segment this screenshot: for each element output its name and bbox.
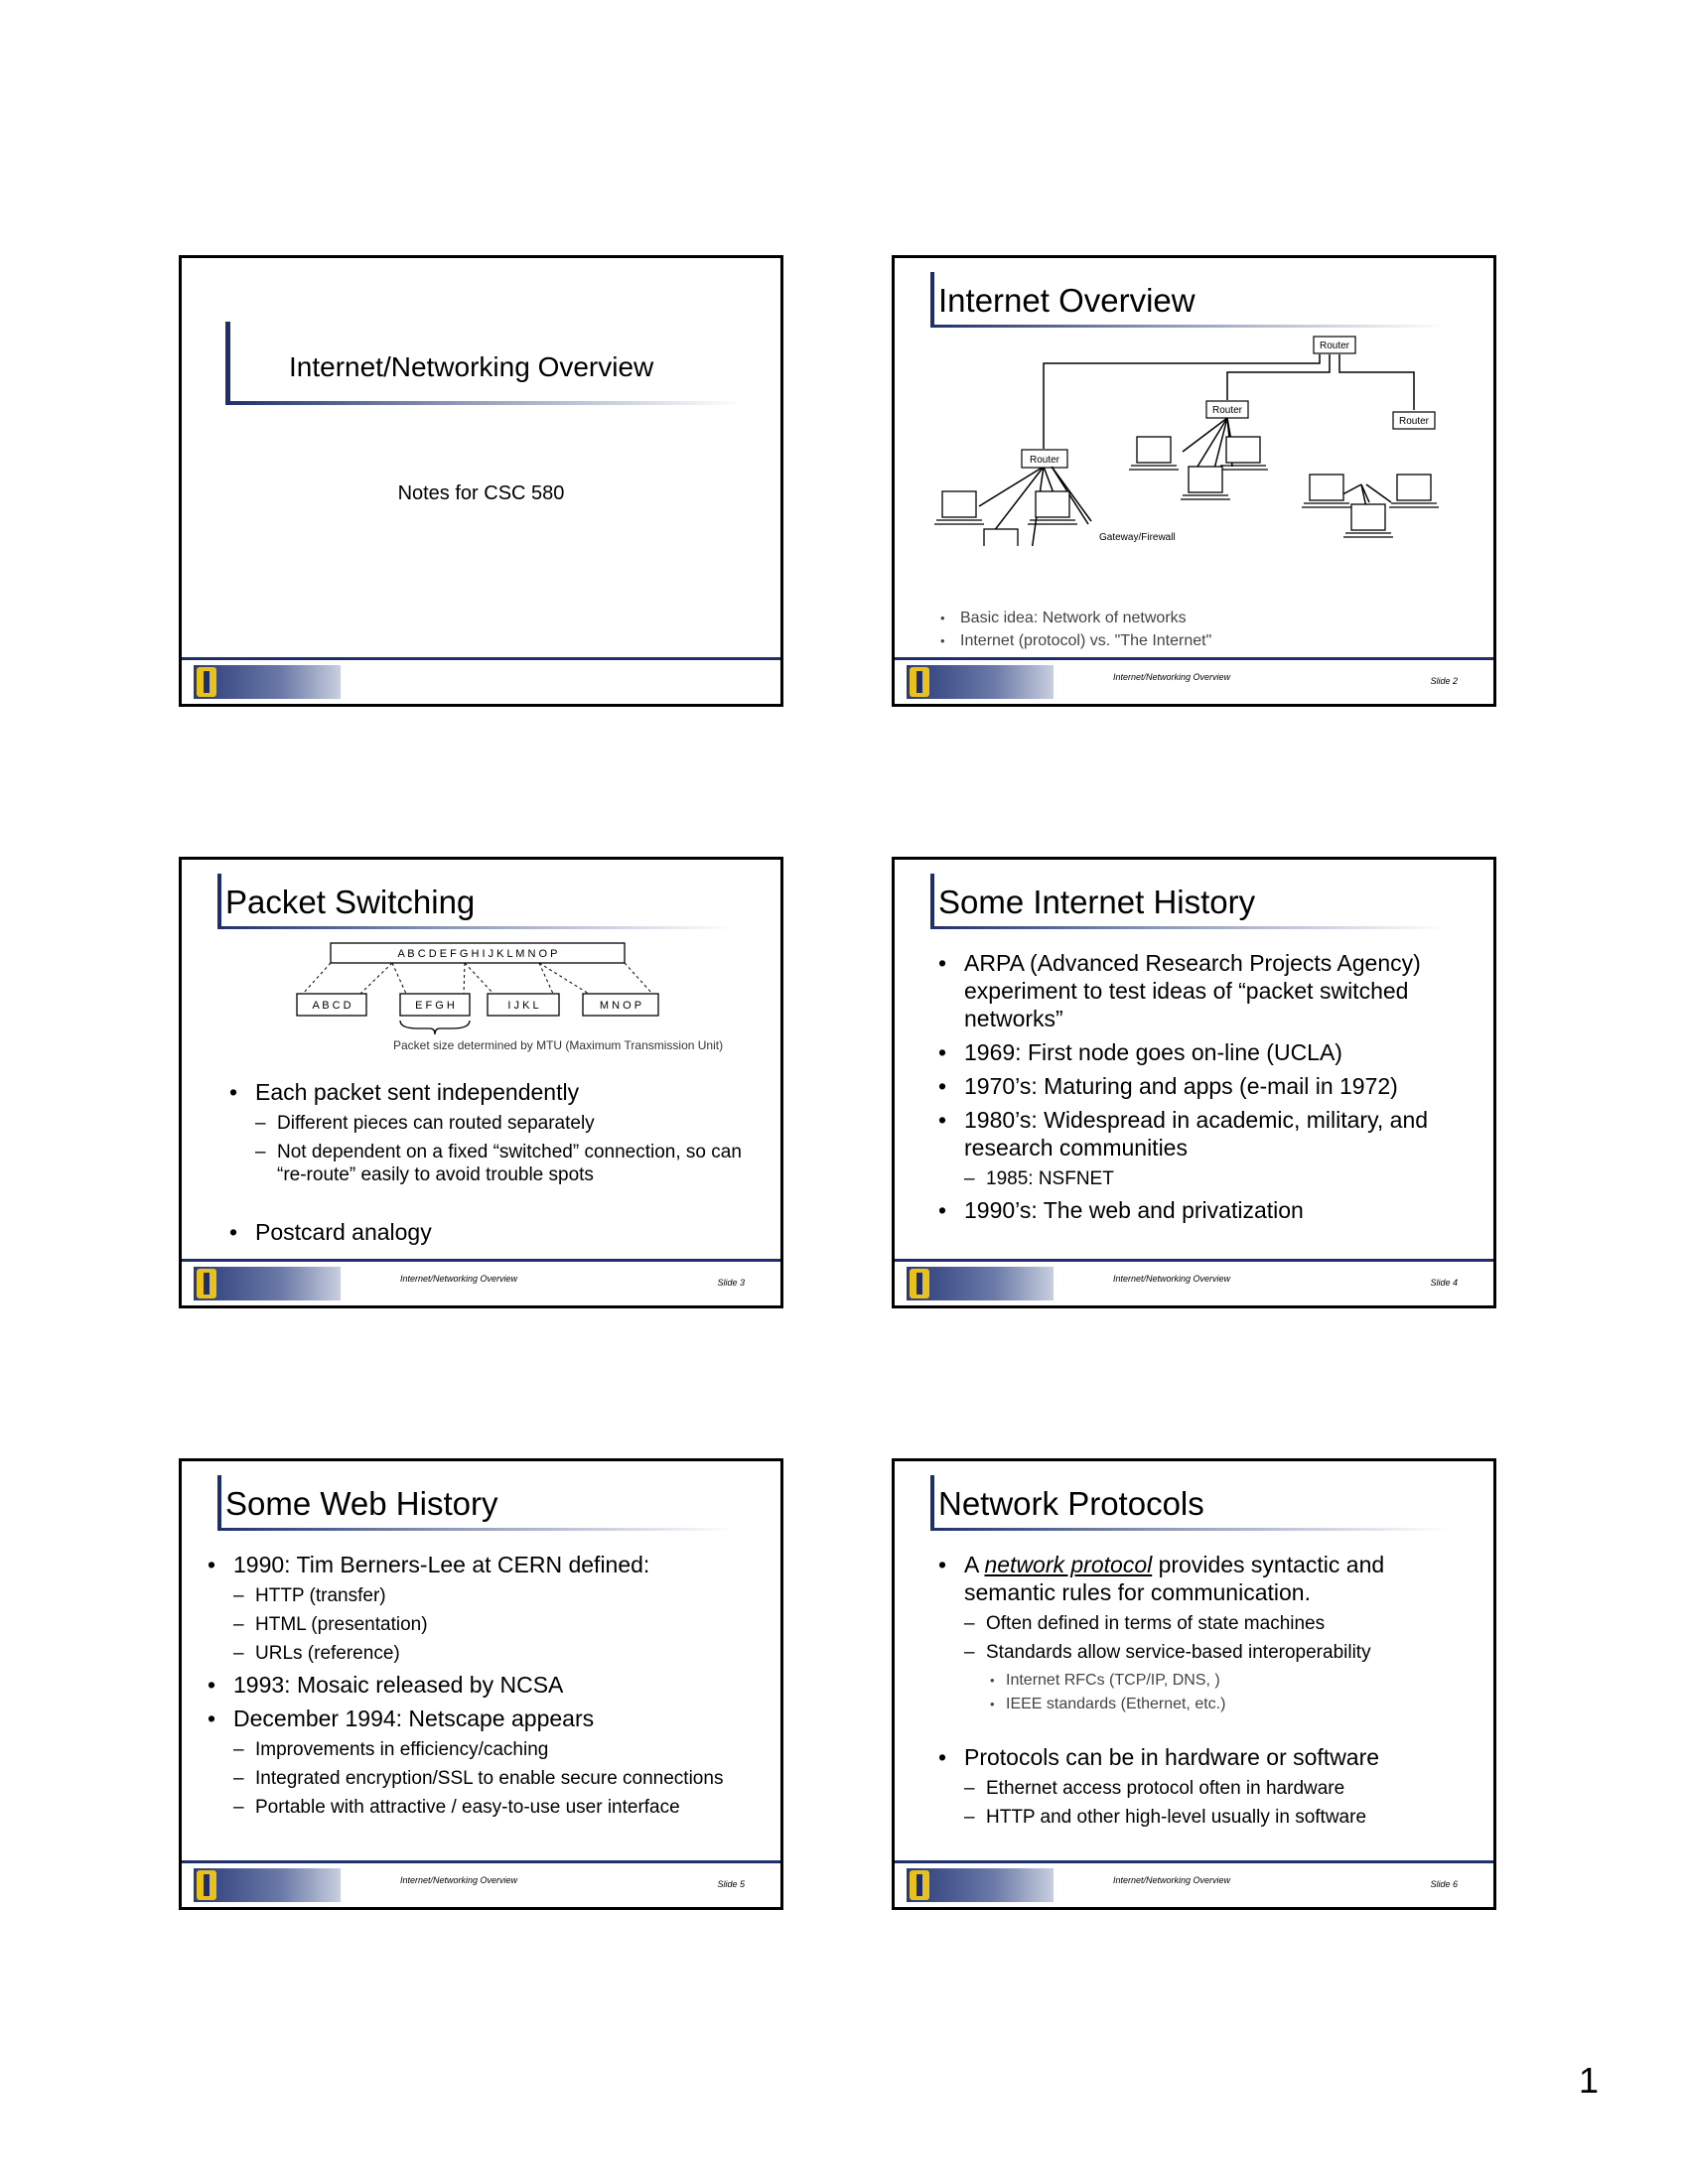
list-item: – HTML (presentation) bbox=[208, 1613, 764, 1636]
list-item: • 1980’s: Widespread in academic, military, and research communities bbox=[938, 1106, 1455, 1161]
list-item: – Not dependent on a fixed “switched” connection, so can “re-route” easily to avoid trouble spots bbox=[229, 1141, 746, 1186]
university-logo bbox=[194, 1868, 341, 1902]
list-item: • IEEE standards (Ethernet, etc.) bbox=[938, 1694, 1465, 1715]
list-item: – Portable with attractive / easy-to-use user interface bbox=[208, 1796, 764, 1819]
university-logo bbox=[907, 1868, 1054, 1902]
list-item: • 1990’s: The web and privatization bbox=[938, 1196, 1455, 1224]
list-item: • 1970’s: Maturing and apps (e-mail in 1972) bbox=[938, 1072, 1455, 1100]
footer-title: Internet/Networking Overview bbox=[400, 1875, 518, 1885]
computer-icon bbox=[1218, 437, 1268, 470]
title-block bbox=[217, 1475, 761, 1531]
university-logo bbox=[194, 665, 341, 699]
list-item: – Improvements in efficiency/caching bbox=[208, 1738, 764, 1761]
slide-number: Slide 5 bbox=[717, 1879, 745, 1889]
list-item: • December 1994: Netscape appears bbox=[208, 1705, 764, 1732]
router-icon bbox=[1206, 401, 1248, 418]
list-item: – Different pieces can routed separately bbox=[229, 1112, 746, 1135]
list-item: – HTTP and other high-level usually in software bbox=[938, 1806, 1465, 1829]
list-item: – Ethernet access protocol often in hardware bbox=[938, 1777, 1465, 1800]
slide-footer bbox=[895, 1860, 1493, 1907]
computer-icon bbox=[1302, 475, 1351, 507]
list-item: • 1969: First node goes on-line (UCLA) bbox=[938, 1038, 1455, 1066]
slide-number: Slide 4 bbox=[1430, 1278, 1458, 1288]
title-accent bbox=[225, 322, 230, 405]
footer-title: Internet/Networking Overview bbox=[400, 1274, 518, 1284]
list-item: • 1993: Mosaic released by NCSA bbox=[208, 1671, 764, 1699]
computer-icon bbox=[976, 529, 1026, 546]
slide-1 bbox=[179, 255, 783, 707]
slide-title: Internet/Networking Overview bbox=[289, 351, 654, 382]
slide-6 bbox=[892, 1458, 1496, 1910]
list-item: • ARPA (Advanced Research Projects Agency) experiment to test ideas of “packet switched networks” bbox=[938, 949, 1455, 1032]
list-item: • Postcard analogy bbox=[229, 1218, 746, 1246]
title-rule bbox=[225, 401, 742, 405]
list-item: • Internet (protocol) vs. "The Internet" bbox=[938, 630, 1211, 651]
computer-icon bbox=[1181, 467, 1230, 499]
slide-title: Packet Switching bbox=[225, 884, 476, 920]
list-item: • 1990: Tim Berners-Lee at CERN defined: bbox=[208, 1551, 764, 1578]
university-logo bbox=[194, 1267, 341, 1300]
slide-footer bbox=[182, 1259, 780, 1305]
university-logo bbox=[907, 665, 1054, 699]
network-diagram bbox=[895, 318, 1493, 546]
list-item: – Often defined in terms of state machines bbox=[938, 1612, 1465, 1635]
list-item: – 1985: NSFNET bbox=[938, 1167, 1455, 1190]
list-item: – URLs (reference) bbox=[208, 1642, 764, 1665]
slide-footer bbox=[182, 657, 780, 704]
packet-full: A B C D E F G H I J K L M N O P bbox=[397, 948, 558, 960]
slide-3 bbox=[179, 857, 783, 1308]
packet-diagram bbox=[182, 939, 780, 1058]
computer-icon bbox=[1343, 504, 1393, 537]
slide-number: Slide 2 bbox=[1430, 676, 1458, 686]
footer-title: Internet/Networking Overview bbox=[1113, 672, 1231, 682]
university-logo bbox=[907, 1267, 1054, 1300]
packet: E F G H bbox=[415, 1000, 455, 1012]
list-item: – Standards allow service-based interoperability bbox=[938, 1641, 1465, 1664]
computer-icon bbox=[1129, 437, 1179, 470]
slide-5 bbox=[179, 1458, 783, 1910]
packet: A B C D bbox=[312, 1000, 352, 1012]
slide-footer bbox=[182, 1860, 780, 1907]
slide-subtitle: Notes for CSC 580 bbox=[397, 482, 565, 504]
slide-title: Some Web History bbox=[225, 1485, 498, 1522]
packet-note: Packet size determined by MTU (Maximum Transmission Unit) bbox=[393, 1038, 724, 1052]
bullet-list bbox=[229, 1078, 746, 1252]
bullet-list bbox=[938, 1551, 1465, 1835]
router-icon bbox=[1393, 412, 1435, 429]
list-item: • Each packet sent independently bbox=[229, 1078, 746, 1106]
title-block bbox=[930, 874, 1474, 929]
list-item: • A network protocol provides syntactic and semantic rules for communication. bbox=[938, 1551, 1465, 1606]
router-icon bbox=[1314, 337, 1355, 353]
slide-title: Some Internet History bbox=[938, 884, 1256, 920]
slide-number: Slide 3 bbox=[717, 1278, 745, 1288]
slide-2 bbox=[892, 255, 1496, 707]
svg-text:Router: Router bbox=[1398, 416, 1430, 427]
page-number: 1 bbox=[1579, 2060, 1600, 2101]
list-item: • Internet RFCs (TCP/IP, DNS, ) bbox=[938, 1670, 1465, 1692]
bullet-list bbox=[938, 608, 1211, 653]
title-block bbox=[930, 1475, 1474, 1531]
slide-4 bbox=[892, 857, 1496, 1308]
svg-text:Router: Router bbox=[1029, 455, 1060, 466]
bullet-list bbox=[208, 1551, 764, 1825]
list-item: • Protocols can be in hardware or software bbox=[938, 1743, 1465, 1771]
list-item: – HTTP (transfer) bbox=[208, 1584, 764, 1607]
slide-footer bbox=[895, 657, 1493, 704]
computer-icon bbox=[1028, 491, 1077, 524]
packet: I J K L bbox=[507, 1000, 539, 1012]
footer-title: Internet/Networking Overview bbox=[1113, 1274, 1231, 1284]
footer-title: Internet/Networking Overview bbox=[1113, 1875, 1231, 1885]
title-block bbox=[217, 874, 761, 929]
computer-icon bbox=[934, 491, 984, 524]
defined-term: network protocol bbox=[984, 1552, 1153, 1577]
slide-number: Slide 6 bbox=[1430, 1879, 1458, 1889]
slide-title: Internet Overview bbox=[938, 282, 1196, 319]
router-icon bbox=[1022, 450, 1067, 468]
slide-title: Network Protocols bbox=[938, 1485, 1204, 1522]
svg-text:Router: Router bbox=[1211, 405, 1243, 416]
packet: M N O P bbox=[599, 1000, 642, 1012]
list-item: – Integrated encryption/SSL to enable secure connections bbox=[208, 1767, 764, 1790]
svg-text:Router: Router bbox=[1319, 341, 1350, 351]
bullet-list bbox=[938, 949, 1455, 1230]
computer-icon bbox=[1389, 475, 1439, 507]
slide-footer bbox=[895, 1259, 1493, 1305]
list-item: • Basic idea: Network of networks bbox=[938, 608, 1211, 628]
gateway-label: Gateway/Firewall bbox=[1099, 532, 1176, 543]
